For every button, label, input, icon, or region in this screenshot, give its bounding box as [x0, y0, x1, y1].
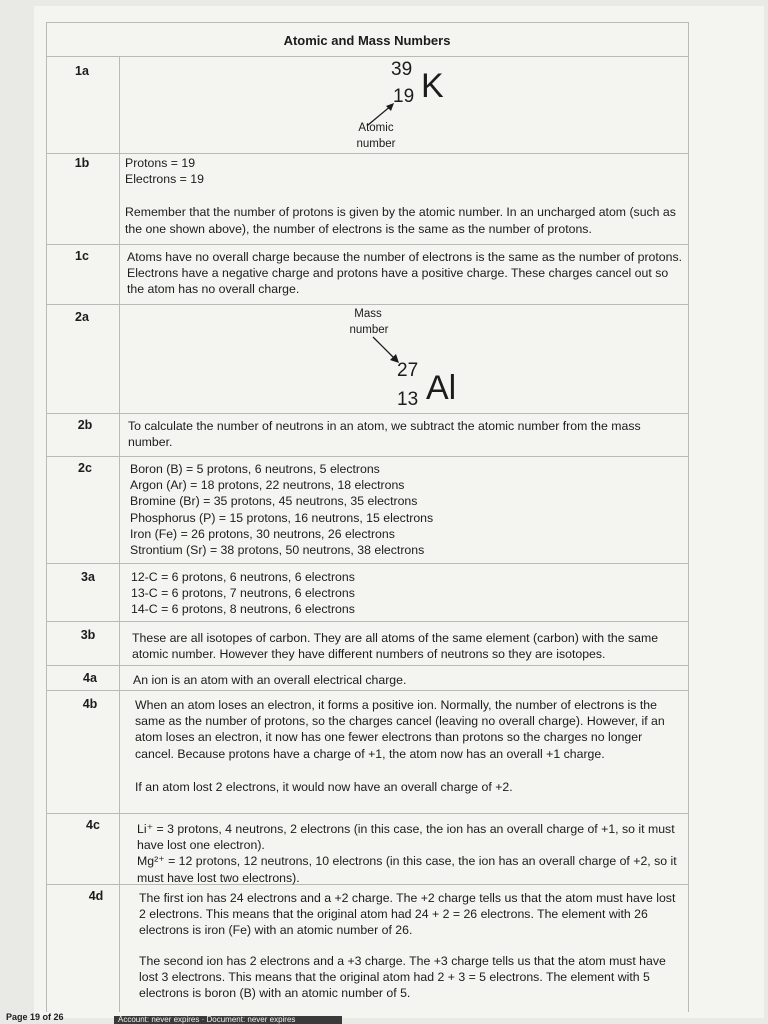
answer-line: Strontium (Sr) = 38 protons, 50 neutrons, 38 electrons	[130, 543, 425, 558]
answer-paragraph: The second ion has 2 electrons and a +3 charge. The +3 charge tells us that the atom must have lost 3 electrons. This means that the original atom had 2 + 3 = 5 electrons. The element with 5 electrons is boron (B) with an atomic number of 5.	[139, 953, 666, 1001]
answer-paragraph: Remember that the number of protons is given by the atomic number. In an uncharged atom (such as the one shown above), the number of electrons is the same as the number of protons.	[125, 205, 676, 236]
mass-number-label-1: Mass	[354, 308, 382, 320]
answer-line: Iron (Fe) = 26 protons, 30 neutrons, 26 electrons	[130, 526, 395, 541]
answer-3a	[131, 569, 683, 618]
row-divider	[46, 813, 688, 814]
answer-line: 13-C = 6 protons, 7 neutrons, 6 electrons	[131, 586, 355, 601]
answer-line: Protons = 19	[125, 156, 196, 170]
row-label-2b: 2b	[77, 418, 93, 432]
row-label-3a: 3a	[81, 570, 95, 584]
row-label-2a: 2a	[75, 310, 89, 324]
answer-paragraph: When an atom loses an electron, it forms a positive ion. Normally, the number of electrons is the same as the number of protons, so the charges cancel (leaving no overall charge). However, if an atom loses an electron, it now has one fewer electrons than protons so the charges no longer cancel. Because protons have a charge of +1, the atom now has an overall +1 charge.	[135, 698, 665, 761]
answer-2b	[128, 418, 684, 450]
page-number: Page 19 of 26	[6, 1012, 64, 1022]
answer-4b	[135, 697, 681, 795]
row-label-1a: 1a	[75, 64, 89, 78]
row-divider	[46, 456, 688, 457]
answer-2c	[130, 461, 684, 558]
potassium-symbol: K	[421, 67, 444, 105]
table-top-border	[46, 22, 688, 23]
answer-line: 12-C = 6 protons, 6 neutrons, 6 electrons	[131, 570, 355, 584]
answer-line: 14-C = 6 protons, 8 neutrons, 6 electrons	[131, 602, 355, 617]
row-divider	[46, 563, 688, 564]
row-divider	[46, 621, 688, 622]
answer-paragraph: An ion is an atom with an overall electrical charge.	[133, 673, 407, 687]
answer-paragraph: Mg²⁺ = 12 protons, 12 neutrons, 10 electrons (in this case, the ion has an overall charge of +2, so it must have lost two electrons).	[137, 854, 677, 885]
answer-1b	[125, 155, 683, 237]
account-banner: Account: never expires · Document: never expires	[114, 1016, 342, 1024]
answer-paragraph: If an atom lost 2 electrons, it would now have an overall charge of +2.	[135, 779, 513, 794]
row-divider	[46, 56, 688, 57]
mass-number-label-2: number	[349, 324, 389, 336]
answer-paragraph: The first ion has 24 electrons and a +2 charge. The +2 charge tells us that the atom must have lost 2 electrons. This means that the original atom had 24 + 2 = 26 electrons. The element with 26 electrons is iron (Fe) with an atomic number of 26.	[139, 891, 676, 938]
table-label-divider	[119, 56, 120, 1012]
answer-paragraph: Atoms have no overall charge because the number of electrons is the same as the number of protons. Electrons have a negative charge and protons have a positive charge. These charges cancel out so the atom has no overall charge.	[127, 250, 683, 297]
row-divider	[46, 153, 688, 154]
row-label-4a: 4a	[83, 671, 97, 685]
answer-line: Bromine (Br) = 35 protons, 45 neutrons, 35 electrons	[130, 494, 418, 509]
row-divider	[46, 665, 688, 666]
answer-line: Boron (B) = 5 protons, 6 neutrons, 5 electrons	[130, 462, 380, 476]
row-label-1c: 1c	[75, 249, 89, 263]
answer-paragraph: These are all isotopes of carbon. They are all atoms of the same element (carbon) with the same atomic number. However they have different numbers of neutrons so they are isotopes.	[132, 631, 659, 662]
table-left-border	[46, 22, 47, 1012]
row-label-4c: 4c	[86, 818, 100, 832]
row-divider	[46, 304, 688, 305]
answer-4c	[137, 821, 681, 886]
potassium-atomic-number: 19	[393, 86, 415, 107]
row-divider	[46, 413, 688, 414]
answer-3b	[132, 630, 682, 662]
answer-line: Argon (Ar) = 18 protons, 22 neutrons, 18 electrons	[130, 478, 405, 493]
row-label-3b: 3b	[80, 628, 96, 642]
answer-line: Electrons = 19	[125, 172, 204, 187]
row-divider	[46, 690, 688, 691]
potassium-mass-number: 39	[391, 59, 413, 80]
answer-line: Phosphorus (P) = 15 protons, 16 neutrons, 15 electrons	[130, 510, 434, 525]
answer-1c	[127, 249, 683, 298]
atomic-number-label-2: number	[356, 138, 396, 150]
atomic-number-label-1: Atomic	[358, 122, 394, 134]
answer-paragraph: Li⁺ = 3 protons, 4 neutrons, 2 electrons (in this case, the ion has an overall charge of +1, so it must have lost one electron).	[137, 822, 675, 853]
row-label-2c: 2c	[78, 461, 92, 475]
row-label-1b: 1b	[74, 156, 90, 170]
answer-4a	[133, 672, 681, 688]
page-title: Atomic and Mass Numbers	[283, 33, 451, 48]
aluminium-atomic-number: 13	[397, 389, 419, 410]
row-label-4b: 4b	[82, 697, 98, 711]
aluminium-symbol: Al	[426, 369, 457, 407]
row-label-4d: 4d	[88, 889, 104, 903]
answer-paragraph: To calculate the number of neutrons in an atom, we subtract the atomic number from the mass number.	[128, 419, 641, 450]
table-right-border	[688, 22, 689, 1012]
answer-4d	[139, 890, 681, 1001]
aluminium-mass-number: 27	[397, 360, 419, 381]
row-divider	[46, 244, 688, 245]
